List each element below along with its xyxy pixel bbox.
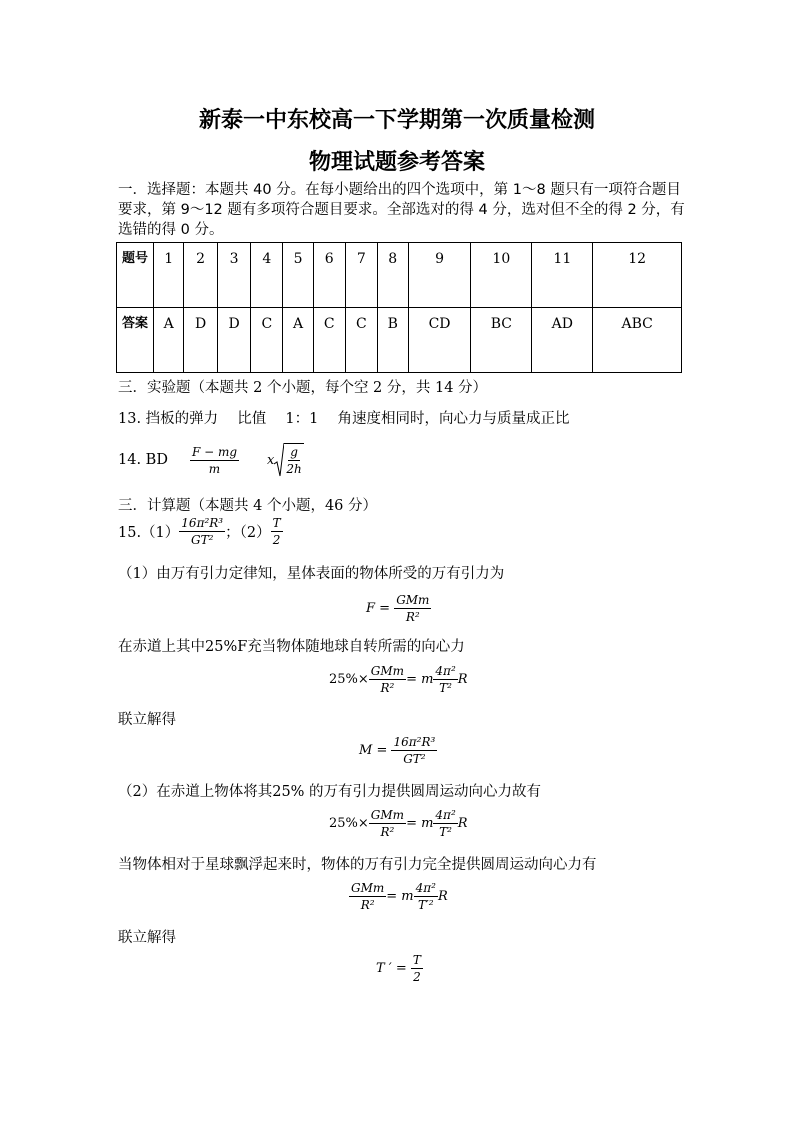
equation-suffix: R [437,889,448,904]
sqrt-icon [274,442,284,478]
fraction-denominator: T² [439,681,452,695]
equation-suffix: R [457,672,468,687]
equation-lhs: T ′ = [376,961,407,976]
table-cell-number: 9 [408,243,471,308]
solution-paragraph-3: 联立解得 [118,712,176,728]
fraction-denominator: R² [380,681,395,695]
fraction-numerator: GMm [370,808,405,822]
fraction-denominator: R² [380,825,395,839]
table-cell-answer: D [184,308,217,373]
table-cell-number: 12 [593,243,682,308]
fraction-denominator: GT² [403,752,426,766]
fraction-numerator: 16π²R³ [181,516,224,530]
solution-paragraph-5: 当物体相对于星球飘浮起来时，物体的万有引力完全提供圆周运动向心力有 [118,857,597,873]
table-cell-answer: A [283,308,313,373]
table-cell-answer: B [377,308,408,373]
answer-table [116,242,682,373]
equation-fraction [394,592,431,625]
table-cell-answer: BC [471,308,532,373]
equation-fraction [369,807,406,840]
q15-answer [118,515,283,548]
q15-fraction-b [271,515,283,548]
table-cell-answer: CD [408,308,471,373]
table-cell-answer: C [313,308,345,373]
table-cell-answer: C [251,308,283,373]
page-subtitle: 物理试题参考答案 [308,149,485,175]
table-row-answers [117,308,682,373]
table-cell-number: 1 [154,243,184,308]
table-header-answer: 答案 [117,308,154,373]
table-cell-number: 3 [217,243,250,308]
solution-paragraph-1: （1）由万有引力定律知，星体表面的物体所受的万有引力为 [118,566,505,582]
equation-fraction [369,663,406,696]
fraction-numerator: GMm [351,881,385,895]
q14-fraction [190,444,239,477]
section1-instructions: 一．选择题：本题共 40 分。在每小题给出的四个选项中，第 1～8 题只有一项符合题目要求，第 9～12 题有多项符合题目要求。全部选对的得 4 分，选对但不全的得 2 分，有选错的得 0 分。 [118,182,685,238]
table-header-number: 题号 [117,243,154,308]
table-cell-number: 10 [471,243,532,308]
q14-x: x [267,452,275,468]
table-cell-answer: ABC [593,308,682,373]
q13-answer: 13. 挡板的弹力 比值 1：1 角速度相同时，向心力与质量成正比 [118,411,570,427]
fraction-numerator: GMm [396,593,430,607]
fraction-denominator: R² [360,898,375,912]
table-cell-answer: A [154,308,184,373]
equation-fraction [433,807,457,840]
equation-middle: = m [406,816,434,831]
fraction-numerator: F − mg [191,444,238,459]
equation-3 [359,734,437,767]
solution-paragraph-4: （2）在赤道上物体将其25% 的万有引力提供圆周运动向心力故有 [118,784,542,800]
fraction-numerator: 16π²R³ [393,735,436,749]
table-cell-number: 7 [345,243,377,308]
fraction-numerator: T [412,953,421,967]
fraction-denominator: m [208,461,221,476]
equation-5 [349,880,448,913]
equation-6 [376,952,423,985]
equation-fraction [414,880,438,913]
fraction-denominator: 2 [272,533,281,547]
section3-title: 三．计算题（本题共 4 个小题，46 分） [118,498,378,514]
table-cell-number: 2 [184,243,217,308]
q14-label: 14. BD [118,452,168,468]
fraction-denominator: 2 [413,970,421,984]
fraction-denominator: 2h [286,462,302,476]
q14-sqrt [274,442,303,478]
fraction-numerator: 4π² [435,808,456,822]
table-cell-number: 5 [283,243,313,308]
table-cell-number: 8 [377,243,408,308]
equation-4 [329,807,468,840]
solution-paragraph-6: 联立解得 [118,930,176,946]
equation-suffix: R [457,816,468,831]
fraction-numerator: 4π² [415,881,436,895]
table-cell-answer: C [345,308,377,373]
equation-fraction [391,734,437,767]
equation-lhs: M = [359,743,388,758]
table-row-numbers [117,243,682,308]
fraction-numerator: 4π² [435,664,456,678]
equation-fraction [349,880,386,913]
section2-title: 三．实验题（本题共 2 个小题，每个空 2 分，共 14 分） [118,380,488,396]
q15-label: 15.（1） [118,525,180,541]
equation-middle: = m [386,889,414,904]
fraction-denominator: R² [405,610,420,624]
equation-lhs: F = [366,601,391,616]
equation-fraction [411,952,423,985]
q14-sqrt-fraction [284,443,303,477]
equation-prefix: 25%× [329,816,369,831]
table-cell-answer: D [217,308,250,373]
equation-fraction [433,663,457,696]
table-cell-number: 6 [313,243,345,308]
q15-fraction-a [179,515,225,548]
table-cell-number: 11 [532,243,593,308]
fraction-denominator: T² [439,825,452,839]
fraction-numerator: GMm [370,664,405,678]
fraction-numerator: g [290,445,298,459]
q15-separator: ；（2） [225,525,271,541]
table-cell-number: 4 [251,243,283,308]
equation-2 [329,663,468,696]
equation-prefix: 25%× [329,672,369,687]
equation-middle: = m [406,672,434,687]
fraction-denominator: GT² [191,533,214,547]
equation-1 [366,592,431,625]
solution-paragraph-2: 在赤道上其中25%F充当物体随地球自转所需的向心力 [118,639,465,655]
table-cell-answer: AD [532,308,593,373]
page-title: 新泰一中东校高一下学期第一次质量检测 [198,107,595,133]
fraction-numerator: T [272,516,281,530]
q14-answer [118,442,304,478]
fraction-denominator: T′² [418,898,434,912]
